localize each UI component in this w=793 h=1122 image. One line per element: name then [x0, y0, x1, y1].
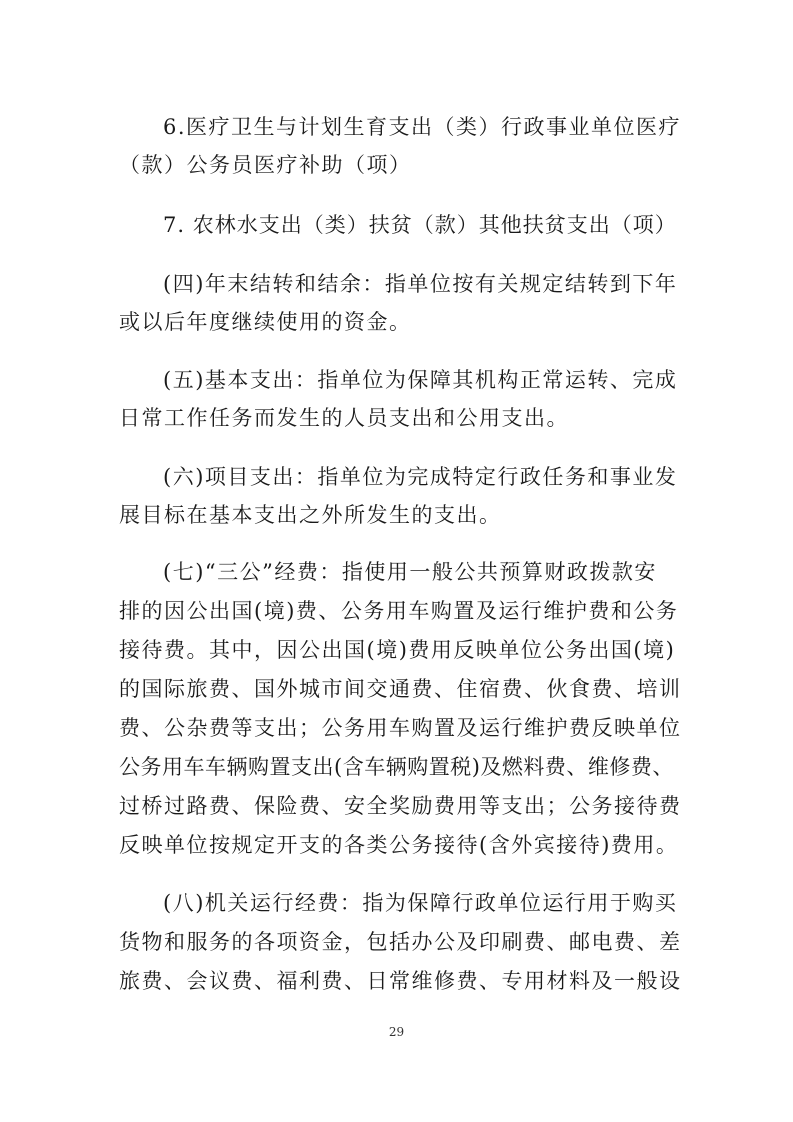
text-line: 排的因公出国(境)费、公务用车购置及运行维护费和公务 — [119, 599, 679, 623]
text-line: 6.医疗卫生与计划生育支出（类）行政事业单位医疗 — [163, 115, 682, 139]
text-line: 费、公杂费等支出；公务用车购置及运行维护费反映单位 — [119, 716, 682, 740]
text-line: 展目标在基本支出之外所发生的支出。 — [119, 503, 502, 527]
text-line: 日常工作任务而发生的人员支出和公用支出。 — [119, 406, 569, 430]
text-line: 的国际旅费、国外城市间交通费、住宿费、伙食费、培训 — [119, 677, 682, 701]
text-line: 接待费。其中，因公出国(境)费用反映单位公务出国(境) — [119, 638, 676, 662]
text-line: （款）公务员医疗补助（项） — [119, 153, 412, 177]
text-line: 过桥过路费、保险费、安全奖励费用等支出；公务接待费 — [119, 794, 682, 818]
page-number: 29 — [388, 1025, 405, 1039]
text-line: (四)年末结转和结余：指单位按有关规定结转到下年 — [163, 272, 678, 296]
text-line: 反映单位按规定开支的各类公务接待(含外宾接待)费用。 — [119, 833, 679, 857]
text-line: 或以后年度继续使用的资金。 — [119, 310, 412, 334]
text-line: 旅费、会议费、福利费、日常维修费、专用材料及一般设 — [119, 969, 682, 993]
text-line: (五)基本支出：指单位为保障其机构正常运转、完成 — [163, 368, 678, 392]
text-line: (七)“三公”经费：指使用一般公共预算财政拨款安 — [163, 560, 657, 584]
text-line: 7. 农林水支出（类）扶贫（款）其他扶贫支出（项） — [163, 213, 677, 237]
text-line: (八)机关运行经费：指为保障行政单位运行用于购买 — [163, 891, 678, 915]
text-line: 货物和服务的各项资金，包括办公及印刷费、邮电费、差 — [119, 930, 682, 954]
text-line: (六)项目支出：指单位为完成特定行政任务和事业发 — [163, 465, 678, 489]
text-line: 公务用车车辆购置支出(含车辆购置税)及燃料费、维修费、 — [119, 755, 674, 779]
